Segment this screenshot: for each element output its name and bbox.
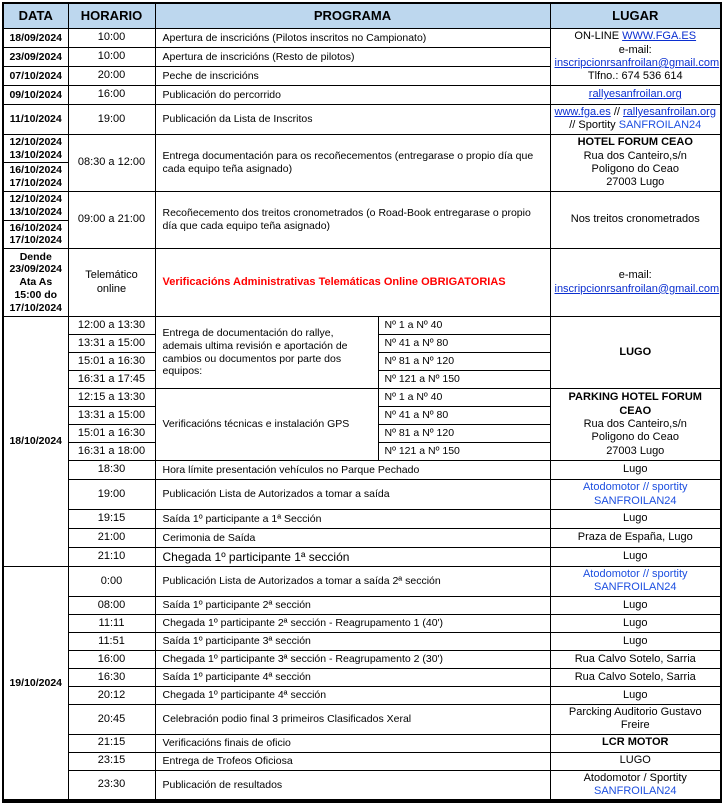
program-cell: Publicación de resultados: [155, 770, 550, 801]
time-cell: 0:00: [68, 567, 155, 597]
program-cell: Saída 1º participante 2ª sección: [155, 596, 550, 614]
location-title: PARKING HOTEL FORUM CEAO: [568, 391, 702, 417]
table-row: [3, 29, 721, 48]
location-cell: Rua Calvo Sotelo, Sarria: [550, 668, 721, 686]
location-line: Poligono do Ceao: [591, 162, 679, 175]
table-row: [3, 596, 721, 614]
time-cell: 16:31 a 18:00: [68, 443, 155, 461]
program-cell: Verificacións finais de oficio: [155, 734, 550, 752]
table-row: [3, 249, 721, 317]
location-line: 27003 Lugo: [606, 176, 665, 189]
location-cell: Nos treitos cronometrados: [550, 192, 721, 249]
program-cell: Saída 1º participante 3ª sección: [155, 632, 550, 650]
table-row: [3, 770, 721, 801]
program-table: [2, 2, 722, 803]
time-cell: 21:15: [68, 734, 155, 752]
table-row: [3, 548, 721, 567]
table-row: [3, 461, 721, 480]
location-line: 27003 Lugo: [606, 444, 665, 457]
email-link[interactable]: inscripcionrsanfroilan@gmail.com: [554, 282, 720, 295]
table-row: [3, 734, 721, 752]
program-cell: Publicación da Lista de Inscritos: [155, 105, 550, 135]
phone-label: Tlfno.: 674 536 614: [587, 70, 683, 83]
location-line: Poligono do Ceao: [591, 431, 679, 444]
table-row: [3, 704, 721, 734]
time-cell: 21:00: [68, 529, 155, 548]
location-cell: Lugo: [550, 632, 721, 650]
email-label: e-mail:: [618, 269, 652, 282]
location-cell: [550, 389, 721, 461]
time-cell: 11:51: [68, 632, 155, 650]
location-cell: LCR MOTOR: [550, 734, 721, 752]
date-cell: 07/10/2024: [3, 67, 68, 86]
table-row: [3, 317, 721, 335]
program-cell: Entrega documentación para os recoñecementos (entregarase o propio día que cada equipo teña asignado): [155, 134, 550, 191]
location-line[interactable]: Atodomotor // sportity: [582, 481, 688, 494]
location-cell: [550, 29, 721, 86]
location-line: Atodomotor / Sportity: [583, 771, 687, 784]
sanfroilan-tag[interactable]: SANFROILAN24: [618, 119, 702, 132]
location-cell: [550, 480, 721, 510]
table-row: [3, 86, 721, 105]
time-cell: 15:01 a 16:30: [68, 353, 155, 371]
location-cell: Lugo: [550, 686, 721, 704]
program-cell: Peche de inscricións: [155, 67, 550, 86]
location-cell: Lugo: [550, 461, 721, 480]
time-cell: 19:00: [68, 105, 155, 135]
table-row: [3, 480, 721, 510]
program-cell: Chegada 1º participante 3ª sección - Reagrupamento 2 (30'): [155, 650, 550, 668]
program-cell: Chegada 1º participante 2ª sección - Reagrupamento 1 (40'): [155, 614, 550, 632]
time-cell: 11:11: [68, 614, 155, 632]
date-cell: [3, 192, 68, 249]
table-row: [3, 389, 721, 407]
car-numbers-cell: Nº 81 a Nº 120: [378, 353, 550, 371]
table-row: [3, 752, 721, 770]
rallye-link-2[interactable]: rallyesanfroilan.org: [623, 106, 716, 118]
program-cell: Saída 1º participante a 1ª Sección: [155, 510, 550, 529]
car-numbers-cell: Nº 1 a Nº 40: [378, 389, 550, 407]
email-link[interactable]: inscripcionrsanfroilan@gmail.com: [554, 57, 720, 69]
program-cell: Cerimonia de Saída: [155, 529, 550, 548]
table-row: [3, 192, 721, 249]
location-line: [555, 106, 717, 119]
location-line: Rua dos Canteiro,s/n: [583, 149, 687, 162]
fga-link-2[interactable]: www.fga.es: [554, 106, 611, 118]
program-cell: Entrega de Trofeos Oficiosa: [155, 752, 550, 770]
rallye-link[interactable]: rallyesanfroilan.org: [588, 88, 682, 101]
location-line: [555, 119, 717, 132]
car-numbers-cell: Nº 81 a Nº 120: [378, 425, 550, 443]
date-group: 16/10/2024 17/10/2024: [9, 164, 63, 190]
time-cell: 16:30: [68, 668, 155, 686]
time-cell: 16:00: [68, 86, 155, 105]
time-cell: 08:30 a 12:00: [68, 134, 155, 191]
column-header-lugar: LUGAR: [550, 3, 721, 29]
date-line: 23/09/2024: [9, 263, 63, 276]
location-cell: Praza de España, Lugo: [550, 529, 721, 548]
date-line: Ata As: [19, 276, 53, 289]
date-cell-day19: 19/10/2024: [3, 567, 68, 802]
car-numbers-cell: Nº 41 a Nº 80: [378, 407, 550, 425]
time-cell: 23:30: [68, 770, 155, 801]
program-cell: Publicación Lista de Autorizados a tomar a saída 2ª sección: [155, 567, 550, 597]
program-cell: Chegada 1º participante 4ª sección: [155, 686, 550, 704]
table-row: [3, 529, 721, 548]
date-group: 16/10/2024 17/10/2024: [9, 221, 63, 247]
date-cell: [3, 134, 68, 191]
date-cell: 11/10/2024: [3, 105, 68, 135]
time-cell: 09:00 a 21:00: [68, 192, 155, 249]
date-cell: 18/09/2024: [3, 29, 68, 48]
table-row: [3, 632, 721, 650]
date-group: 12/10/2024 13/10/2024: [4, 192, 68, 221]
program-cell: Publicación do percorrido: [155, 86, 550, 105]
time-cell: 20:12: [68, 686, 155, 704]
location-cell: [550, 770, 721, 801]
program-cell: Chegada 1º participante 1ª sección: [155, 548, 550, 567]
program-cell: Hora límite presentación vehículos no Parque Pechado: [155, 461, 550, 480]
car-numbers-cell: Nº 41 a Nº 80: [378, 335, 550, 353]
time-cell: 08:00: [68, 596, 155, 614]
table-row: [3, 686, 721, 704]
time-cell: 20:45: [68, 704, 155, 734]
date-line: 15:00 do: [14, 289, 58, 302]
location-cell: Lugo: [550, 510, 721, 529]
location-cell: [550, 86, 721, 105]
car-numbers-cell: Nº 121 a Nº 150: [378, 371, 550, 389]
time-cell: 23:15: [68, 752, 155, 770]
time-cell: 10:00: [68, 48, 155, 67]
time-cell: 20:00: [68, 67, 155, 86]
time-cell: 21:10: [68, 548, 155, 567]
program-cell: Recoñecemento dos treitos cronometrados (o Road-Book entregarase o propio día que cada equipo teña asignado): [155, 192, 550, 249]
header-row: [3, 3, 721, 29]
online-label: ON-LINE: [574, 30, 623, 43]
sportity-label: // Sportity: [569, 119, 619, 132]
date-line: 17/10/2024: [9, 301, 63, 314]
time-cell: 19:00: [68, 480, 155, 510]
time-cell: 19:15: [68, 510, 155, 529]
date-cell-day18: 18/10/2024: [3, 317, 68, 567]
program-cell: Saída 1º participante 4ª sección: [155, 668, 550, 686]
table-row: [3, 650, 721, 668]
time-cell: 18:30: [68, 461, 155, 480]
program-cell: Celebración podio final 3 primeiros Clasificados Xeral: [155, 704, 550, 734]
date-cell: 23/09/2024: [3, 48, 68, 67]
table-row: [3, 567, 721, 597]
sanfroilan-tag[interactable]: SANFROILAN24: [593, 581, 677, 594]
table-row: [3, 510, 721, 529]
location-cell: LUGO: [550, 752, 721, 770]
fga-link[interactable]: WWW.FGA.ES: [622, 30, 697, 43]
location-cell: Lugo: [550, 596, 721, 614]
location-cell: Lugo: [550, 614, 721, 632]
time-cell: 12:00 a 13:30: [68, 317, 155, 335]
location-line: [555, 30, 717, 43]
location-cell: Rua Calvo Sotelo, Sarria: [550, 650, 721, 668]
car-numbers-cell: Nº 1 a Nº 40: [378, 317, 550, 335]
location-cell: [550, 567, 721, 597]
location-title: HOTEL FORUM CEAO: [577, 136, 693, 149]
location-cell: Lugo: [550, 548, 721, 567]
program-cell: Apertura de inscricións (Pilotos inscritos no Campionato): [155, 29, 550, 48]
location-cell: [550, 249, 721, 317]
table-row: [3, 105, 721, 135]
email-label: e-mail:: [618, 43, 652, 56]
sanfroilan-tag[interactable]: SANFROILAN24: [593, 494, 677, 507]
program-cell-alert: Verificacións Administrativas Telemáticas Online OBRIGATORIAS: [155, 249, 550, 317]
program-cell: Verificacións técnicas e instalación GPS: [155, 389, 378, 461]
location-line[interactable]: Atodomotor // sportity: [582, 568, 688, 580]
column-header-data: DATA: [3, 3, 68, 29]
time-cell: 10:00: [68, 29, 155, 48]
table-row: [3, 668, 721, 686]
separator: //: [610, 106, 624, 118]
car-numbers-cell: Nº 121 a Nº 150: [378, 443, 550, 461]
time-cell: 13:31 a 15:00: [68, 407, 155, 425]
date-cell: [3, 249, 68, 317]
time-cell: 13:31 a 15:00: [68, 335, 155, 353]
sanfroilan-tag[interactable]: SANFROILAN24: [593, 785, 677, 798]
time-cell: 16:31 a 17:45: [68, 371, 155, 389]
table-row: [3, 134, 721, 191]
time-cell: Telemático online: [68, 249, 155, 317]
location-cell: Parcking Auditorio Gustavo Freire: [550, 704, 721, 734]
program-cell: Publicación Lista de Autorizados a tomar a saída: [155, 480, 550, 510]
program-cell: Entrega de documentación do rallye, ademais ultima revisión e aportación de cambios ou documentos por parte dos equipos:: [155, 317, 378, 389]
location-cell: [550, 134, 721, 191]
program-cell: Apertura de inscricións (Resto de pilotos): [155, 48, 550, 67]
column-header-horario: HORARIO: [68, 3, 155, 29]
time-cell: 16:00: [68, 650, 155, 668]
column-header-programa: PROGRAMA: [155, 3, 550, 29]
date-group: 12/10/2024 13/10/2024: [4, 135, 68, 164]
time-cell: 15:01 a 16:30: [68, 425, 155, 443]
time-cell: 12:15 a 13:30: [68, 389, 155, 407]
location-line: Rua dos Canteiro,s/n: [583, 417, 687, 430]
location-cell: [550, 105, 721, 135]
date-cell: 09/10/2024: [3, 86, 68, 105]
table-row: [3, 614, 721, 632]
date-line: Dende: [19, 250, 52, 263]
location-cell: LUGO: [550, 317, 721, 389]
